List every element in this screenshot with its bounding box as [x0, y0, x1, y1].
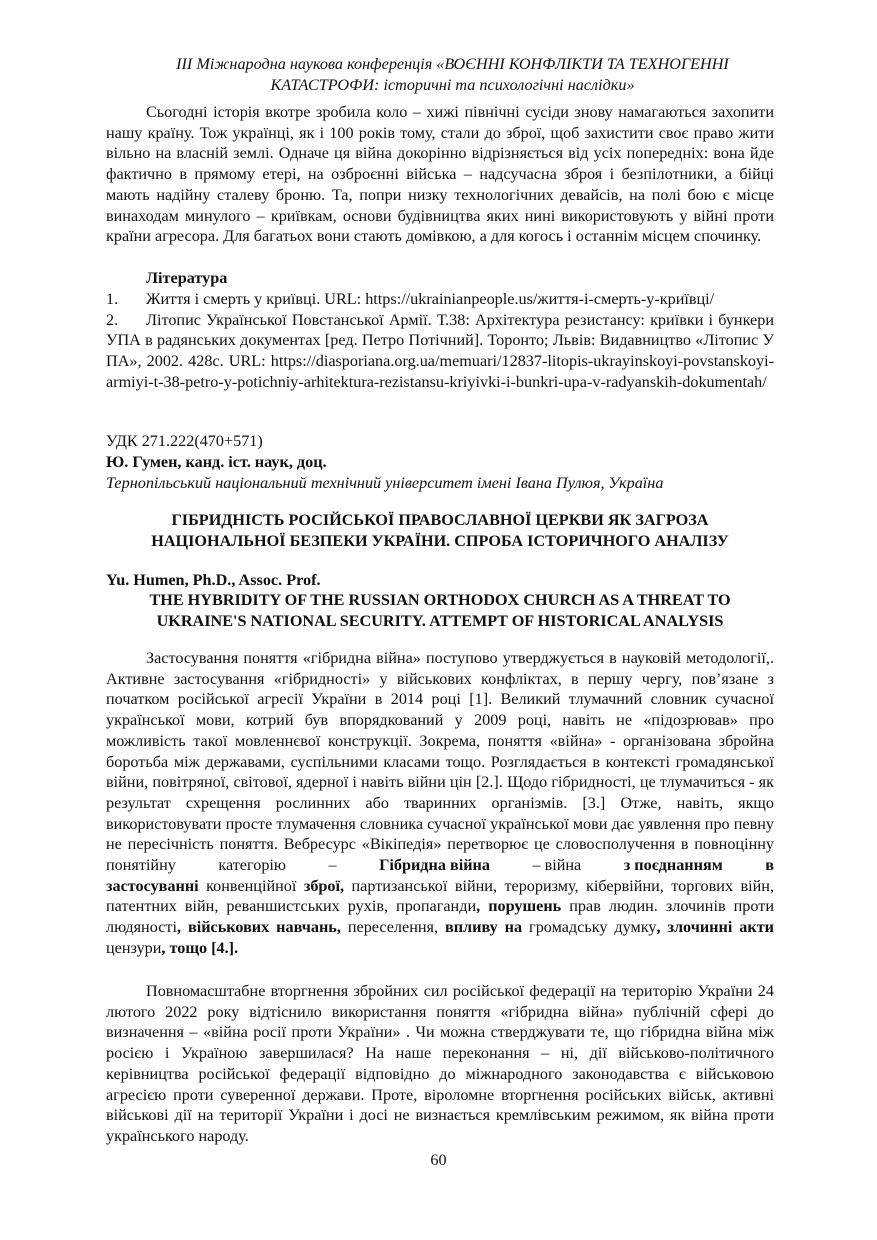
text-run: громадську думку	[522, 918, 657, 937]
text-run: цензури	[106, 938, 162, 957]
paragraph-1-tail	[106, 876, 774, 959]
bold-run: застосуванні	[106, 876, 199, 895]
page-number: 60	[430, 1151, 447, 1169]
body-paragraph-1	[106, 648, 774, 959]
reference-text[interactable]: Життя і смерть у криївці. URL: https://ukrainianpeople.us/життя-і-смерть-у-криївці/	[146, 290, 715, 308]
word: категорію	[218, 856, 287, 875]
text-run: переселення,	[340, 918, 445, 937]
word-bold: з поєднанням	[623, 856, 723, 875]
reference-item	[106, 289, 774, 310]
text-run: партизанської війни, тероризму, кібервійни, торгових війн, патентних війн, реваншистських рухів, пропаганди	[106, 876, 774, 916]
word: –	[328, 856, 337, 875]
conference-header	[100, 54, 805, 95]
title-en-line-1: THE HYBRIDITY OF THE RUSSIAN ORTHODOX CHURCH AS A THREAT TO	[149, 591, 731, 609]
udc-code: УДК 271.222(470+571)	[106, 432, 263, 450]
reference-number: 1.	[106, 290, 119, 308]
author-affiliation: Тернопільський національний технічний університет імені Івана Пулюя, Україна	[106, 474, 664, 492]
paragraph-1-text: Застосування поняття «гібридна війна» поступово утверджується в науковій методології,. Активне застосування «гібридності» у військових конфліктах, в першу чергу, пов’язане з початком російської агресії України в 2014 році [1]. Великий тлумачний словник сучасної української мови, котрий був впорядкований у 2009 році, навіть не «підозрював» про можливість такої мовленнєвої конструкції. Зокрема, поняття «війна» - організована збройна боротьба між державами, суспільними класами тощо. Розглядається в контексті громадянської війни, повітряної, світової, ядерної і навіть війни цін [2.]. Щодо гібридності, це тлумачиться - як результат схрещення рослинних або тваринних організмів. [3.] Отже, навіть, якщо використовувати просте тлумачення словника сучасної української мови дає уявлення про певну не пересічність поняття. Вебресурс «Вікіпедія» перетворює це словосполучення в повноцінну	[106, 649, 774, 854]
bold-run: , військових навчань,	[176, 918, 341, 937]
literature-title	[106, 268, 774, 289]
intro-paragraph: Сьогодні історія вкотре зробила коло – хижі північні сусіди знову намагаються захопити нашу країну. Тож українці, як і 100 років тому, стали до зброї, щоб захистити своє право жити вільно на власній землі. Одначе ця війна докорінно відрізняється від усіх попередніх: вона йде фактично в прямому етері, на озброєнні війська – надсучасна зброя і безпілотники, а бійці мають надійну сталеву броню. Та, попри низку технологічних девайсів, на полі бою є місце винаходам минулого – криївкам, основи будівництва яких нині використовують у війні проти країни агресора. Для багатьох вони стають домівкою, а для когось і останнім місцем спочинку.	[106, 103, 774, 246]
bold-run: , тощо [4.].	[161, 938, 239, 957]
header-line-1: ІІІ Міжнародна наукова конференція «ВОЄННІ КОНФЛІКТИ ТА ТЕХНОГЕННІ	[176, 55, 729, 73]
reference-number: 2.	[106, 310, 119, 329]
word: понятійну	[106, 856, 176, 875]
title-en-line-2: UKRAINE'S NATIONAL SECURITY. ATTEMPT OF HISTORICAL ANALYSIS	[156, 611, 724, 630]
title-ua-line-2: НАЦІОНАЛЬНОЇ БЕЗПЕКИ УКРАЇНИ. СПРОБА ІСТОРИЧНОГО АНАЛІЗУ	[151, 531, 729, 550]
bold-run: зброї,	[303, 876, 345, 895]
word-bold: Гібридна війна	[379, 856, 490, 875]
body-paragraph-2: Повномасштабне вторгнення збройних сил російської федерації на територію України 24 лютого 2022 року відтіснило використання поняття «гібридна війна» публічній сфері до визначення – «війна росії проти України» . Чи можна стверджувати те, що гібридна війна між росією і Україною завершилася? На наше переконання – ні, дії військово-політичного керівництва російської федерації відповідно до міжнародного законодавства є військовою агресією проти суверенної держави. Проте, віроломне вторгнення російських військ, активні військові дії на території України і досі не визнається кремлівським режимом, як війна проти українського народу.	[106, 982, 774, 1145]
text-run: прав людин. злочинів проти людяності	[106, 897, 775, 937]
reference-list	[106, 289, 774, 393]
author-name: Ю. Гумен, канд. іст. наук, доц.	[106, 453, 327, 471]
author-name-en: Yu. Humen, Ph.D., Assoc. Prof.	[106, 571, 321, 589]
reference-text[interactable]: Літопис Української Повстанської Армії. Т.38: Архітектура резистансу: криївки і бункери УПА в радянських документах [ред. Петро Потічний]. Торонто; Львів: Видавництво «Літопис УПА», 2002. 428с. URL: https://diasporiana.org.ua/memuari/12837-litopis-ukrayinskoyi-povstanskoyi-armiyi-t-38-petro-y-potichniy-arhitektura-rezistansu-kriyivki-i-bunkri-upa-v-radyanskih-dokumentah/	[106, 310, 774, 391]
justified-line	[106, 855, 774, 876]
text-run: конвенційної	[198, 876, 304, 895]
title-ua-line-1: ГІБРИДНІСТЬ РОСІЙСЬКОЇ ПРАВОСЛАВНОЇ ЦЕРКВИ ЯК ЗАГРОЗА	[171, 511, 709, 529]
bold-run: впливу на	[444, 918, 523, 937]
literature-heading: Література	[146, 269, 228, 287]
header-line-2: КАТАСТРОФИ: історичні та психологічні наслідки»	[270, 75, 635, 94]
article-title-ua	[106, 510, 774, 551]
bold-run: , злочинні акти	[656, 918, 774, 937]
bold-run: , порушень	[476, 897, 562, 916]
reference-item	[106, 310, 774, 393]
word-bold: в	[765, 856, 774, 875]
word: – війна	[532, 856, 582, 875]
article-title-en	[106, 590, 774, 631]
